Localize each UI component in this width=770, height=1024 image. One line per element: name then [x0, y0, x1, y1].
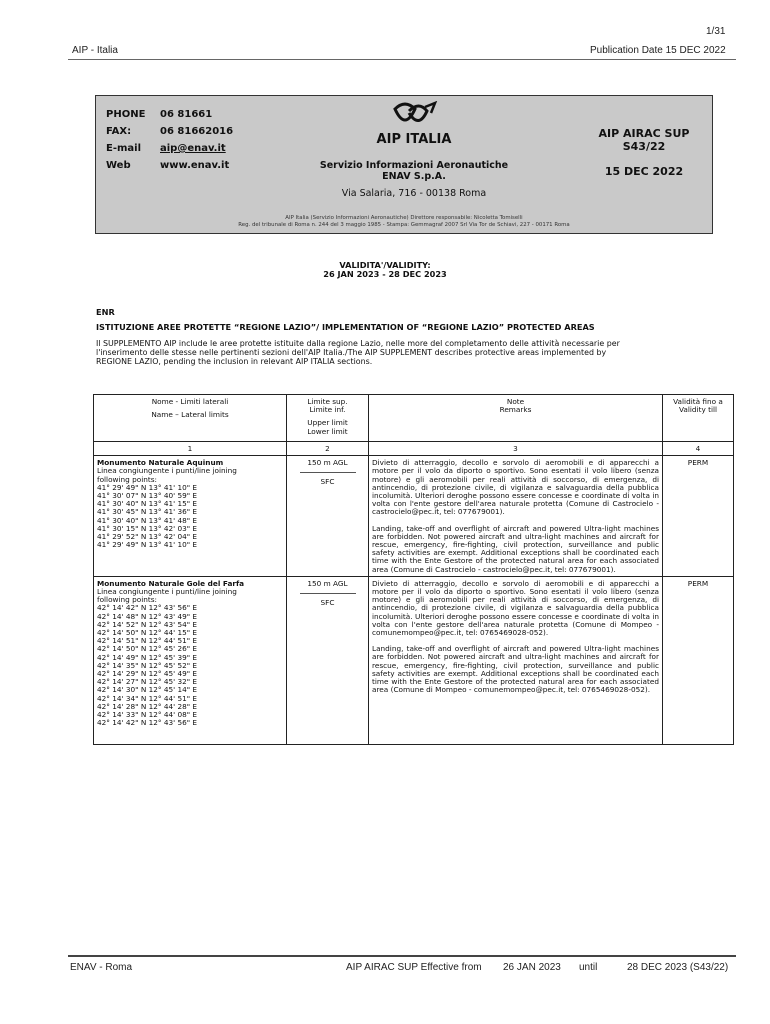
column-number: 3 [369, 442, 663, 456]
section-code: ENR [96, 307, 115, 317]
lower-limit: SFC [320, 477, 335, 487]
aip-info-box [95, 95, 713, 234]
email-link[interactable]: aip@enav.it [160, 143, 226, 154]
footnote-2: Reg. del tribunale di Roma n. 244 del 3 maggio 1985 - Stampa: Gemmagraf 2007 Srl Via Tor de Schiavi, 227 - 00171 Roma [238, 222, 570, 228]
column-number: 2 [287, 442, 369, 456]
coordinate: 42° 14' 48" N 12° 43' 49" E [97, 611, 198, 621]
coordinate: 41° 30' 45" N 13° 41' 36" E [97, 507, 198, 517]
joining-text-en: following points: [97, 595, 157, 605]
footer-until-label: until [579, 962, 598, 973]
coordinate: 42° 14' 29" N 12° 45' 49" E [97, 669, 198, 679]
remark-english: Landing, take-off and overflight of aircraft and powered Ultra-light machines are forbidden. Not powered aircraft and ultra-light machines and aircraft for rescue, emergency, fire-fighting, civil protection, surveillance and public safety activities are exempt. Additional exceptions shall be coordinated each time with the Ente Gestore of the protected natural area for each associated area (Comune di Mompeo - comunemompeo@pec.it, tel: 0765469028-052). [372, 644, 659, 695]
header-remarks-en: Remarks [499, 405, 532, 415]
footer-rule [68, 955, 736, 957]
lower-limit: SFC [320, 598, 335, 608]
header-lower-en: Lower limit [307, 426, 348, 436]
upper-limit: 150 m AGL [307, 578, 348, 588]
sup-number: S43/22 [622, 140, 666, 153]
coordinate: 41° 29' 49" N 13° 41' 10" E [97, 540, 198, 550]
publication-label: Publication Date [590, 45, 663, 56]
publication-date-line [590, 45, 726, 56]
coordinate: 42° 14' 35" N 12° 45' 52" E [97, 660, 198, 670]
header-validity-it: Validità fino a [673, 397, 723, 406]
coordinate: 41° 29' 52" N 13° 42' 04" E [97, 532, 198, 542]
document-title: AIP - Italia [72, 45, 118, 56]
validity-label: VALIDITA'/VALIDITY: [339, 260, 431, 270]
remarks-cell [369, 456, 663, 577]
area-name: Monumento Naturale Aquinum [97, 458, 224, 468]
coordinate: 42° 14' 33" N 12° 44' 08" E [97, 710, 198, 720]
coordinate: 41° 30' 40" N 13° 41' 15" E [97, 499, 198, 509]
sup-line-1: AIP AIRAC SUP [598, 127, 690, 140]
coordinate: 41° 30' 07" N 13° 40' 59" E [97, 491, 198, 501]
joining-text-en: following points: [97, 474, 157, 484]
page-number: 1/31 [706, 26, 726, 37]
enav-logo-icon [389, 101, 439, 131]
remark-english: Landing, take-off and overflight of aircraft and powered Ultra-light machines are forbidden. Not powered aircraft and ultra-light machines and aircraft for rescue, emergency, fire-fighting, civil protection, surveillance and public safety activities are exempt. Additional exceptions shall be coordinated each time with the Ente Gestore of the protected natural area for each associated area (Comune di Castrocielo - castrocielo@pec.it, tel: 077679001). [372, 523, 659, 574]
footer-effective-label: AIP AIRAC SUP Effective from [346, 962, 482, 973]
footnote-1: AIP Italia (Servizio Informazioni Aeronautiche) Direttore responsabile: Nicoletta Tomiselli [285, 215, 523, 221]
validity-cell: PERM [663, 576, 734, 744]
coordinate: 41° 30' 15" N 13° 42' 03" E [97, 523, 198, 533]
coordinate: 42° 14' 49" N 12° 45' 39" E [97, 652, 198, 662]
limit-divider [300, 593, 356, 594]
intro-line-2: l'inserimento delle stesse nelle pertinenti sezioni dell'AIP Italia./The AIP SUPPLEMENT describes protective areas implemented by [96, 348, 607, 357]
intro-line-1: Il SUPPLEMENTO AIP include le aree protette istituite dalla regione Lazio, nelle more del completamento delle attività necessarie per [96, 339, 620, 348]
coordinate: 41° 29' 49" N 13° 41' 10" E [97, 482, 198, 492]
web-value: www.enav.it [160, 160, 230, 171]
column-number: 1 [94, 442, 287, 456]
fax-value: 06 81662016 [160, 126, 234, 137]
area-name-cell [94, 576, 287, 744]
coordinate: 42° 14' 27" N 12° 45' 32" E [97, 677, 198, 687]
footer-left: ENAV - Roma [70, 962, 133, 973]
header-name-it: Nome - Limiti laterali [151, 397, 229, 406]
header-upper-it: Limite sup. [307, 397, 348, 406]
header-remarks-it: Note [506, 397, 525, 406]
coordinate: 42° 14' 51" N 12° 44' 51" E [97, 636, 198, 646]
column-number: 4 [663, 442, 734, 456]
area-name: Monumento Naturale Gole del Farfa [97, 578, 245, 588]
coordinate: 42° 14' 42" N 12° 43' 56" E [97, 718, 198, 728]
header-lower-it: Limite inf. [309, 405, 346, 415]
limits-cell [287, 456, 369, 577]
phone-label: PHONE [106, 109, 146, 120]
upper-limit: 150 m AGL [307, 458, 348, 468]
address: Via Salaria, 716 - 00138 Roma [341, 188, 487, 199]
validity-range: 26 JAN 2023 - 28 DEC 2023 [323, 269, 447, 279]
remark-italian: Divieto di atterraggio, decollo e sorvolo di aeromobili e di apparecchi a motore per il volo da diporto o sportivo. Sono esentati il volo libero (senza motore) e gli aeromobili per reali attività di soccorso, di emergenza, di antincendio, di protezione civile, di vigilanza e salvaguardia della pubblica incolumità. Ulteriori deroghe possono essere concesse e coordinate di volta in volta con l'ente gestore dell'area naturale protetta (Comune di Mompeo - comunemompeo@pec.it, tel: 0765469028-052). [372, 578, 659, 638]
aip-italia-title: AIP ITALIA [376, 132, 452, 147]
limit-divider [300, 472, 356, 473]
header-rule [68, 59, 736, 60]
remark-italian: Divieto di atterraggio, decollo e sorvolo di aeromobili e di apparecchi a motore per il volo da diporto o sportivo. Sono esentati il volo libero (senza motore) e gli aeromobili per reali attività di soccorso, di emergenza, di antincendio, di protezione civile, di vigilanza e salvaguardia della pubblica incolumità. Ulteriori deroghe possono essere concesse e coordinate di volta in volta con l'ente gestore dell'area naturale protetta (Comune di Castrocielo - castrocielo@pec.it, tel: 077679001). [372, 458, 659, 517]
intro-line-3: REGIONE LAZIO, pending the inclusion in relevant AIP ITALIA sections. [96, 357, 373, 366]
coordinate: 42° 14' 30" N 12° 45' 14" E [97, 685, 198, 695]
coordinate: 42° 14' 50" N 12° 44' 15" E [97, 628, 198, 638]
header-limits-cell [287, 395, 369, 442]
protected-areas-table [93, 394, 734, 745]
coordinate: 42° 14' 28" N 12° 44' 28" E [97, 701, 198, 711]
validity-cell: PERM [663, 456, 734, 577]
coordinate: 41° 30' 40" N 13° 41' 48" E [97, 515, 198, 525]
coordinate-list [97, 604, 283, 727]
header-validity-en: Validity till [678, 405, 718, 415]
fax-label: FAX: [106, 126, 132, 137]
table-row [94, 576, 734, 744]
coordinate: 42° 14' 52" N 12° 43' 54" E [97, 619, 198, 629]
table-row [94, 456, 734, 577]
coordinate: 42° 14' 34" N 12° 44' 51" E [97, 693, 198, 703]
coordinate-list [97, 484, 283, 550]
footer-from-date: 26 JAN 2023 [503, 962, 561, 973]
header-remarks-cell [369, 395, 663, 442]
service-line-2: ENAV S.p.A. [382, 171, 446, 182]
phone-value: 06 81661 [160, 109, 213, 120]
coordinate: 42° 14' 50" N 12° 45' 26" E [97, 644, 198, 654]
email-label: E-mail [106, 143, 142, 154]
section-title: ISTITUZIONE AREE PROTETTE “REGIONE LAZIO”/ IMPLEMENTATION OF “REGIONE LAZIO” PROTECTED AREAS [96, 322, 595, 332]
coordinate: 42° 14' 42" N 12° 43' 56" E [97, 603, 198, 613]
joining-text-it: Linea congiungente i punti/line joining [97, 587, 237, 597]
table-header-row [94, 395, 734, 442]
service-line-1: Servizio Informazioni Aeronautiche [319, 160, 509, 171]
header-validity-cell [663, 395, 734, 442]
header-upper-en: Upper limit [307, 418, 348, 428]
remarks-cell [369, 576, 663, 744]
web-label: Web [106, 160, 131, 171]
header-name-en: Name – Lateral limits [151, 410, 229, 420]
sup-date: 15 DEC 2022 [604, 165, 684, 178]
header-name-cell [94, 395, 287, 442]
column-number-row [94, 442, 734, 456]
publication-date: 15 DEC 2022 [665, 45, 726, 56]
joining-text-it: Linea congiungente i punti/line joining [97, 466, 237, 476]
footer-until-date: 28 DEC 2023 (S43/22) [627, 962, 729, 973]
area-name-cell [94, 456, 287, 577]
limits-cell [287, 576, 369, 744]
